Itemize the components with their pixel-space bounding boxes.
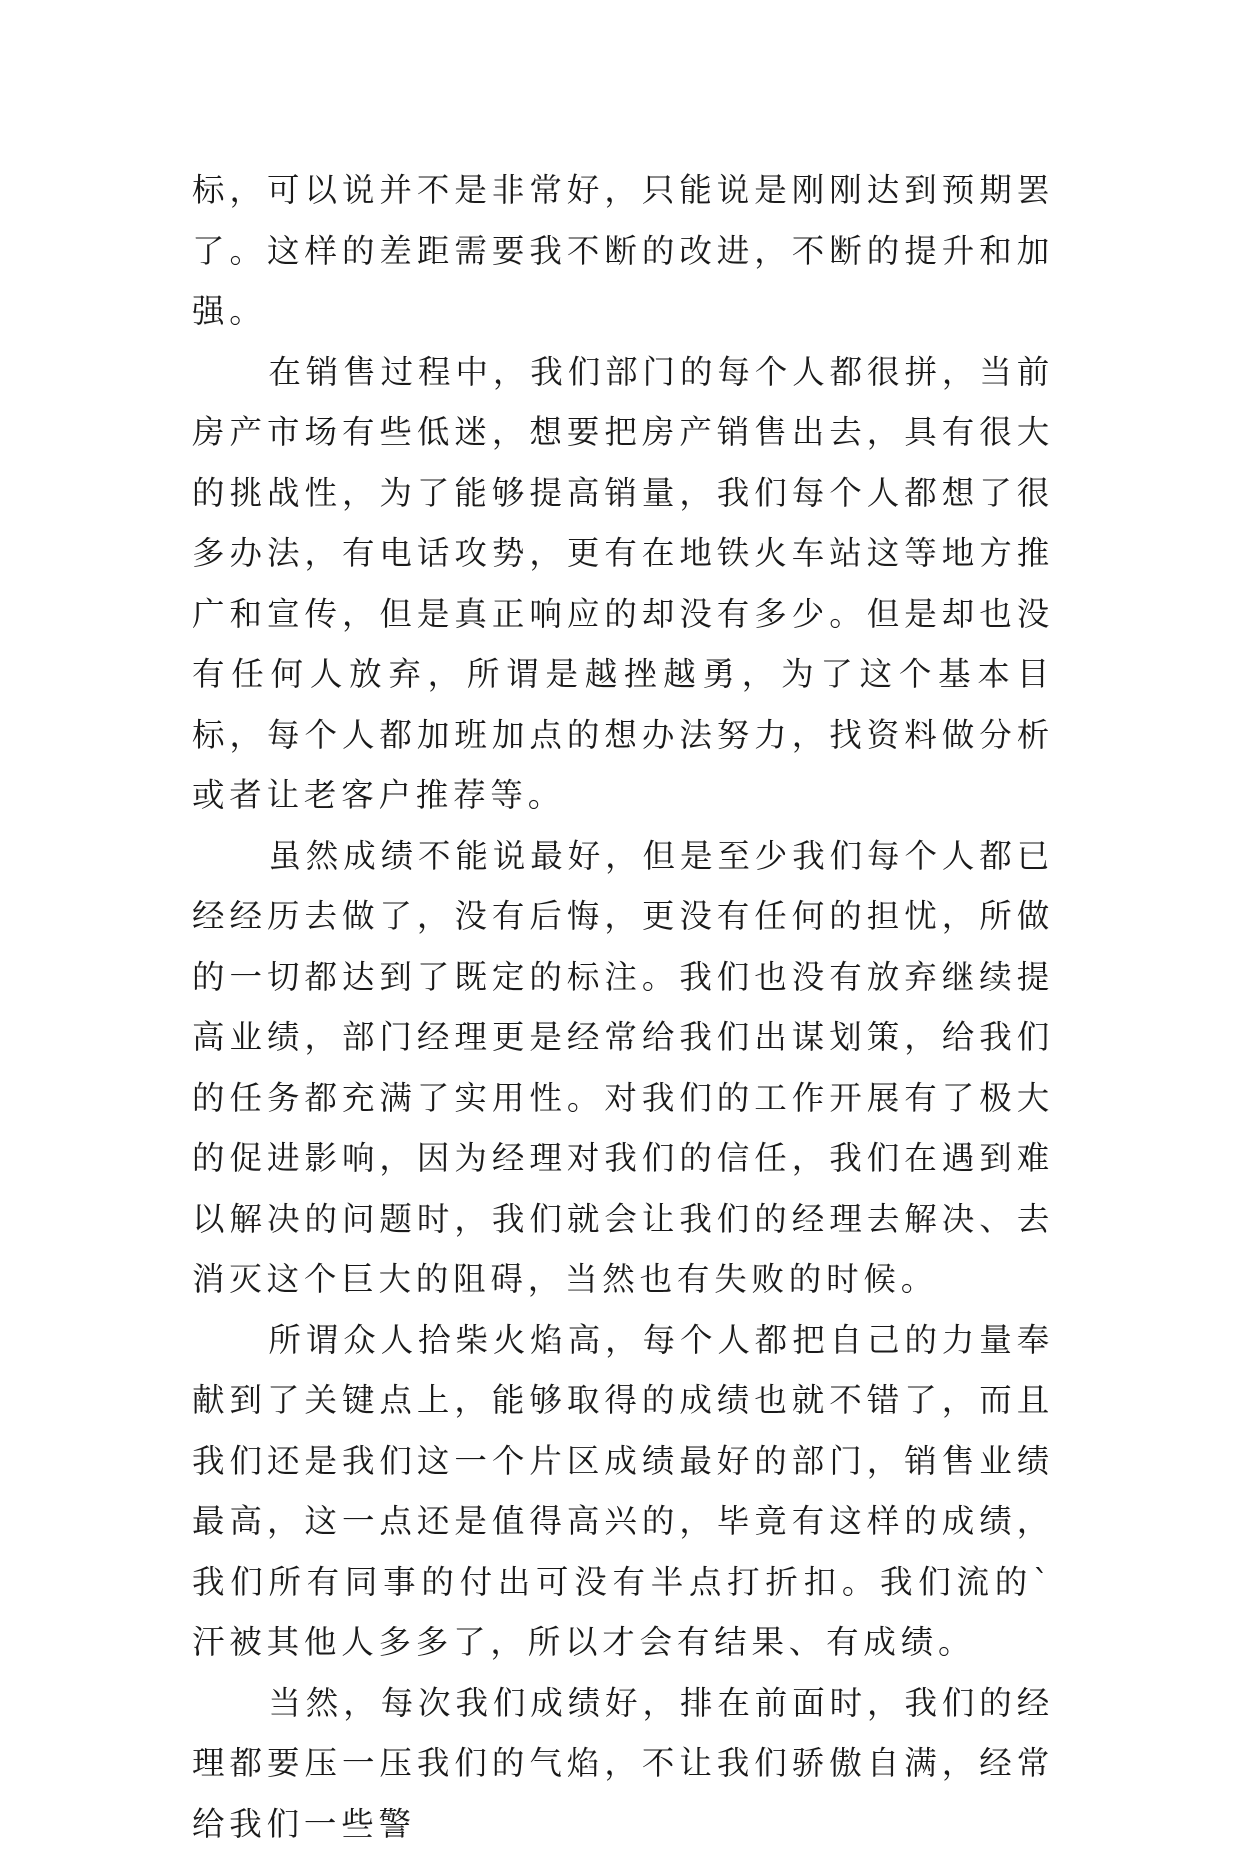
paragraph-results-effort: 虽然成绩不能说最好，但是至少我们每个人都已经经历去做了，没有后悔，更没有任何的担忧，所做的一切都达到了既定的标注。我们也没有放弃继续提高业绩，部门经理更是经常给我们出谋划策，给我们的任务都充满了实用性。对我们的工作开展有了极大的促进影响，因为经理对我们的信任，我们在遇到难以解决的问题时，我们就会让我们的经理去解决、去消灭这个巨大的阻碍，当然也有失败的时候。 <box>192 826 1054 1310</box>
paragraph-continued: 标，可以说并不是非常好，只能说是刚刚达到预期罢了。这样的差距需要我不断的改进，不断的提升和加强。 <box>192 160 1054 342</box>
paragraph-teamwork: 所谓众人拾柴火焰高，每个人都把自己的力量奉献到了关键点上，能够取得的成绩也就不错了，而且我们还是我们这一个片区成绩最好的部门，销售业绩最高，这一点还是值得高兴的，毕竟有这样的成绩，我们所有同事的付出可没有半点打折扣。我们流的`汗被其他人多多了，所以才会有结果、有成绩。 <box>192 1310 1054 1673</box>
paragraph-manager-warning: 当然，每次我们成绩好，排在前面时，我们的经理都要压一压我们的气焰，不让我们骄傲自满，经常给我们一些警 <box>192 1673 1054 1854</box>
paragraph-sales-process: 在销售过程中，我们部门的每个人都很拼，当前房产市场有些低迷，想要把房产销售出去，具有很大的挑战性，为了能够提高销量，我们每个人都想了很多办法，有电话攻势，更有在地铁火车站这等地方推广和宣传，但是真正响应的却没有多少。但是却也没有任何人放弃，所谓是越挫越勇，为了这个基本目标，每个人都加班加点的想办法努力，找资料做分析或者让老客户推荐等。 <box>192 342 1054 826</box>
document-body <box>192 160 1054 1854</box>
